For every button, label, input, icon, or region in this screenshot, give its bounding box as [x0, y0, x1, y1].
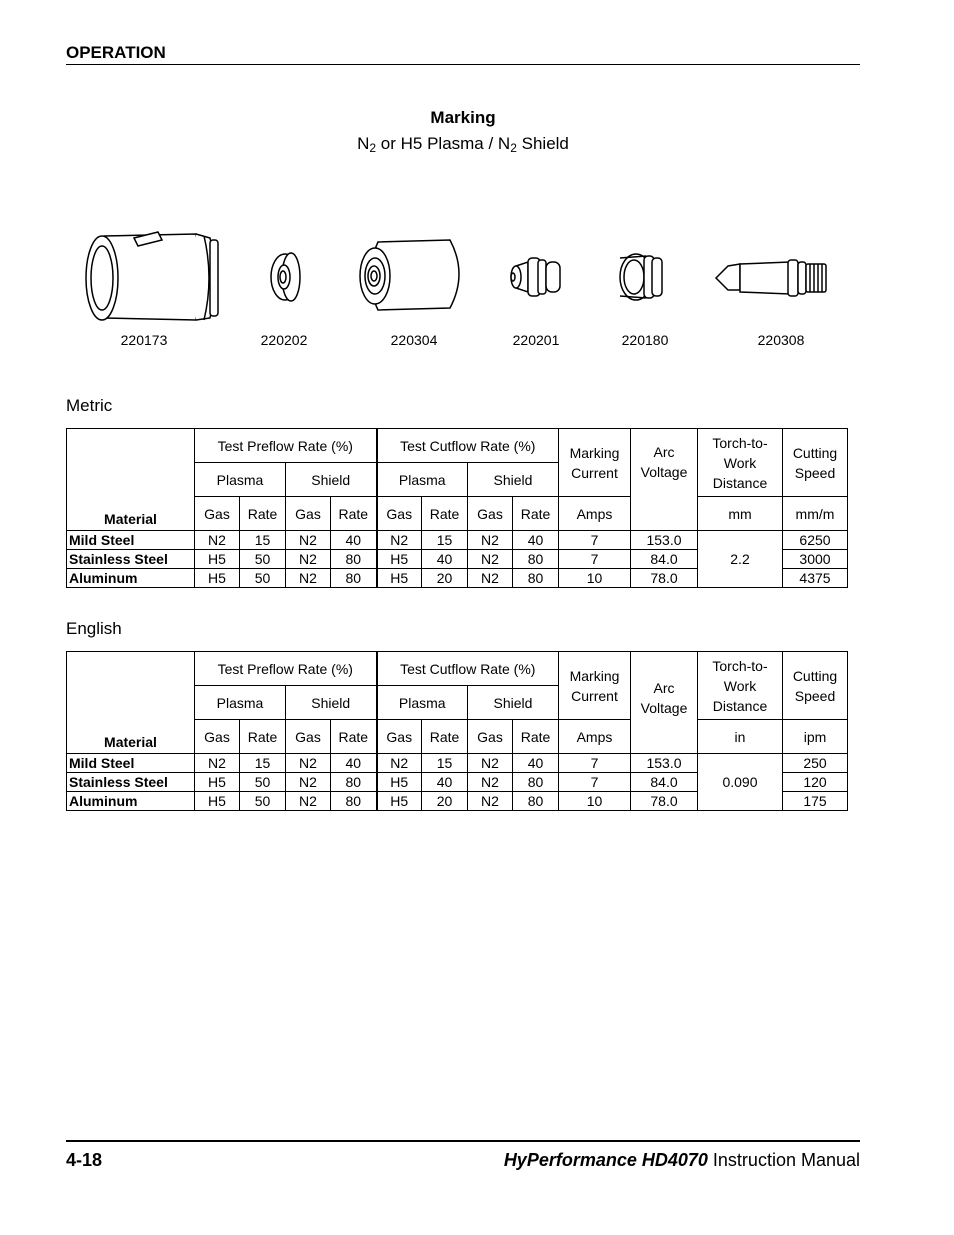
part-number-220180: 220180 [621, 332, 669, 348]
cell: 40 [513, 754, 559, 773]
speed-unit: mm/m [783, 497, 848, 531]
cell: H5 [195, 569, 240, 588]
part-220173-image [86, 232, 218, 320]
footer-divider [66, 1140, 860, 1142]
cell: N2 [468, 550, 513, 569]
cell: 84.0 [631, 550, 698, 569]
cutflow-header: Test Cutflow Rate (%) [377, 429, 559, 463]
page-number: 4-18 [66, 1150, 103, 1170]
material-cell: Aluminum [67, 569, 195, 588]
gas-header: Gas [195, 720, 240, 754]
cell: 7 [559, 773, 631, 792]
cell: 80 [331, 550, 377, 569]
manual-title [504, 1150, 860, 1171]
part-220202-image [271, 253, 300, 301]
cell: 153.0 [631, 754, 698, 773]
material-cell: Mild Steel [67, 754, 195, 773]
cell: 40 [422, 550, 468, 569]
table-row [67, 531, 848, 550]
torch-distance-header: Torch-to- Work Distance [698, 652, 783, 720]
distance-unit: in [698, 720, 783, 754]
cell: H5 [377, 569, 422, 588]
rate-header: Rate [422, 497, 468, 531]
cell: N2 [468, 569, 513, 588]
cell: 84.0 [631, 773, 698, 792]
cell: 50 [240, 569, 286, 588]
material-cell: Mild Steel [67, 531, 195, 550]
preflow-plasma-header: Plasma [195, 463, 286, 497]
cell: 20 [422, 792, 468, 811]
cell: N2 [468, 754, 513, 773]
gas-header: Gas [377, 720, 422, 754]
cell: H5 [377, 773, 422, 792]
cell: 80 [331, 792, 377, 811]
cell: 80 [331, 569, 377, 588]
part-number-220202: 220202 [260, 332, 308, 348]
table-row [67, 754, 848, 773]
part-220201-image [511, 258, 560, 296]
cell: N2 [195, 754, 240, 773]
cell: 40 [331, 754, 377, 773]
amps-unit: Amps [559, 497, 631, 531]
cell: 80 [513, 569, 559, 588]
cell: 15 [240, 754, 286, 773]
cell: 80 [513, 773, 559, 792]
part-number-220173: 220173 [120, 332, 168, 348]
cell: H5 [195, 773, 240, 792]
cell: 50 [240, 773, 286, 792]
metric-table [66, 428, 848, 588]
english-label: English [66, 619, 122, 638]
part-220308-image [716, 260, 826, 296]
cell: 80 [513, 792, 559, 811]
cell: 4375 [783, 569, 848, 588]
cell: N2 [286, 773, 331, 792]
cell: H5 [377, 550, 422, 569]
cell: 15 [422, 754, 468, 773]
torch-distance-value: 2.2 [698, 531, 783, 588]
marking-current-header: Marking Current [559, 652, 631, 720]
cell: 7 [559, 550, 631, 569]
material-cell: Stainless Steel [67, 773, 195, 792]
cell: N2 [468, 773, 513, 792]
cell: N2 [286, 550, 331, 569]
rate-header: Rate [513, 720, 559, 754]
cell: 20 [422, 569, 468, 588]
cell: N2 [377, 531, 422, 550]
cell: 40 [331, 531, 377, 550]
amps-unit: Amps [559, 720, 631, 754]
cutflow-plasma-header: Plasma [377, 686, 468, 720]
rate-header: Rate [240, 497, 286, 531]
cell: N2 [286, 792, 331, 811]
cell: 10 [559, 792, 631, 811]
rate-header: Rate [331, 497, 377, 531]
section-title: OPERATION [66, 43, 166, 62]
torch-distance-header: Torch-to- Work Distance [698, 429, 783, 497]
cell: 120 [783, 773, 848, 792]
figure-title: Marking [430, 108, 496, 127]
rate-header: Rate [240, 720, 286, 754]
gas-header: Gas [468, 720, 513, 754]
figure-subtitle: $N_2$ or H5 Plasma / $N_2$ Shield [357, 134, 569, 155]
cell: 50 [240, 550, 286, 569]
cell: 175 [783, 792, 848, 811]
cell: N2 [468, 531, 513, 550]
cell: 250 [783, 754, 848, 773]
metric-label: Metric [66, 396, 113, 415]
gas-header: Gas [195, 497, 240, 531]
cell: N2 [468, 792, 513, 811]
cell: 80 [331, 773, 377, 792]
cell: H5 [195, 792, 240, 811]
cell: 40 [513, 531, 559, 550]
cell: 78.0 [631, 792, 698, 811]
cell: 15 [422, 531, 468, 550]
arc-voltage-header: Arc Voltage [631, 429, 698, 531]
cell: N2 [377, 754, 422, 773]
gas-header: Gas [286, 497, 331, 531]
marking-current-header: Marking Current [559, 429, 631, 497]
cell: H5 [195, 550, 240, 569]
cell: N2 [286, 569, 331, 588]
cell: N2 [195, 531, 240, 550]
gas-header: Gas [377, 497, 422, 531]
cutting-speed-header: Cutting Speed [783, 652, 848, 720]
material-header: Material [67, 652, 195, 754]
cell: N2 [286, 531, 331, 550]
cell: 40 [422, 773, 468, 792]
part-number-220308: 220308 [757, 332, 805, 348]
arc-voltage-header: Arc Voltage [631, 652, 698, 754]
cutflow-shield-header: Shield [468, 686, 559, 720]
cell: 78.0 [631, 569, 698, 588]
cell: 15 [240, 531, 286, 550]
cell: 10 [559, 569, 631, 588]
preflow-header: Test Preflow Rate (%) [195, 429, 377, 463]
cell: 153.0 [631, 531, 698, 550]
preflow-shield-header: Shield [286, 686, 377, 720]
rate-header: Rate [513, 497, 559, 531]
part-number-220304: 220304 [390, 332, 438, 348]
part-number-220201: 220201 [512, 332, 560, 348]
preflow-shield-header: Shield [286, 463, 377, 497]
rate-header: Rate [331, 720, 377, 754]
torch-distance-value: 0.090 [698, 754, 783, 811]
cutflow-plasma-header: Plasma [377, 463, 468, 497]
manual-label: Instruction Manual [707, 1150, 860, 1170]
cell: 6250 [783, 531, 848, 550]
cell: 50 [240, 792, 286, 811]
material-header: Material [67, 429, 195, 531]
cutting-speed-header: Cutting Speed [783, 429, 848, 497]
cutflow-header: Test Cutflow Rate (%) [377, 652, 559, 686]
cell: H5 [377, 792, 422, 811]
material-cell: Stainless Steel [67, 550, 195, 569]
speed-unit: ipm [783, 720, 848, 754]
distance-unit: mm [698, 497, 783, 531]
cell: 7 [559, 531, 631, 550]
cell: 80 [513, 550, 559, 569]
cutflow-shield-header: Shield [468, 463, 559, 497]
gas-header: Gas [286, 720, 331, 754]
part-220180-image [620, 254, 662, 300]
product-name: HyPerformance HD4070 [503, 1150, 708, 1170]
preflow-plasma-header: Plasma [195, 686, 286, 720]
material-cell: Aluminum [67, 792, 195, 811]
consumable-parts-illustration [0, 0, 954, 360]
cell: 3000 [783, 550, 848, 569]
cell: N2 [286, 754, 331, 773]
part-220304-image [360, 240, 459, 310]
cell: 7 [559, 754, 631, 773]
gas-header: Gas [468, 497, 513, 531]
rate-header: Rate [422, 720, 468, 754]
preflow-header: Test Preflow Rate (%) [195, 652, 377, 686]
english-table [66, 651, 848, 811]
